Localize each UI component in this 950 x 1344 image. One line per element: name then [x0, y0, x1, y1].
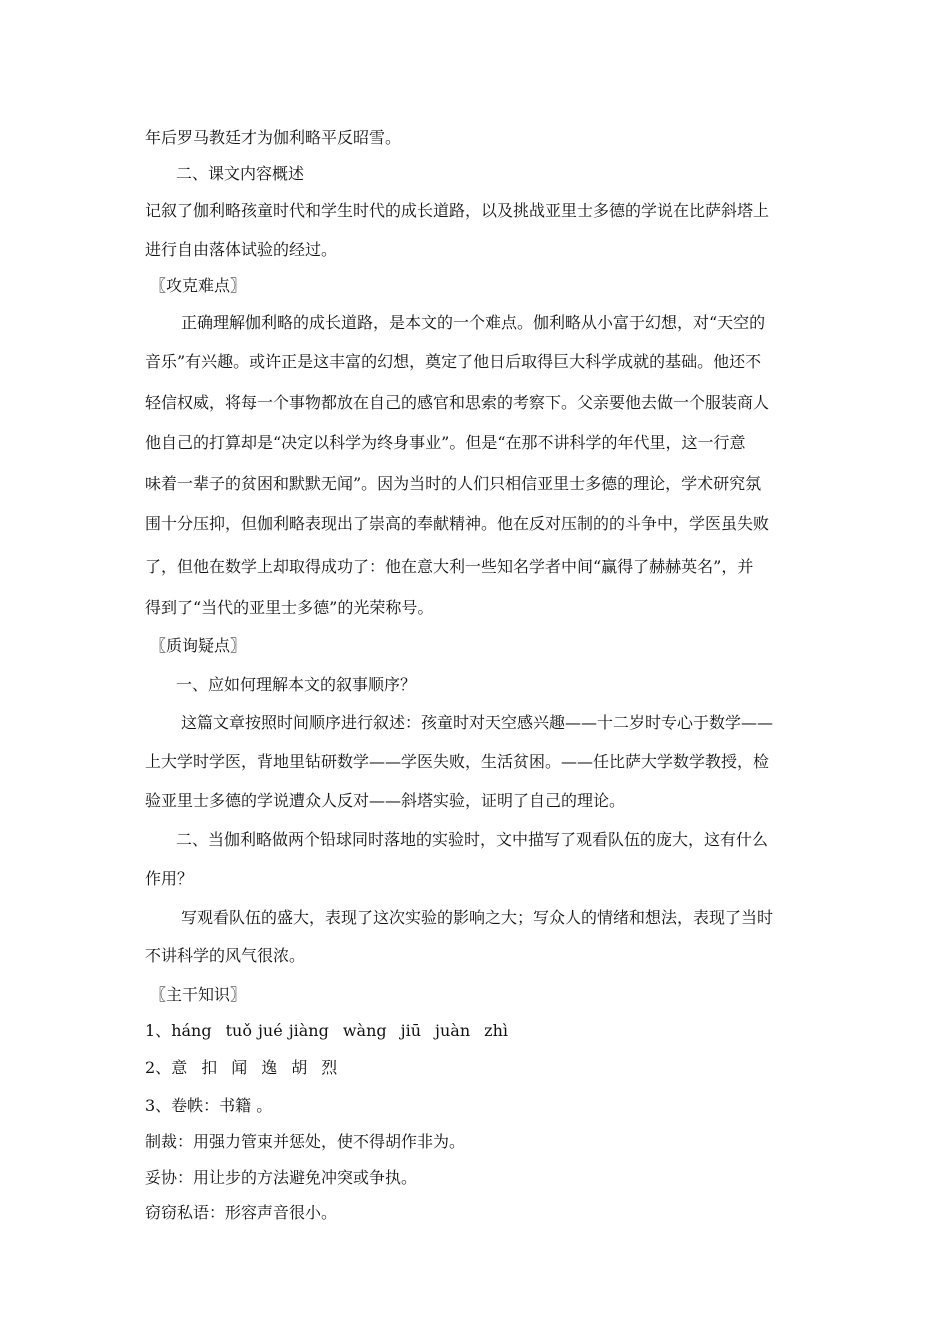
- text-line: 验亚里士多德的学说遭众人反对——斜塔实验，证明了自己的理论。: [145, 791, 626, 810]
- pinyin-item: zhì: [484, 1021, 508, 1040]
- text-line: 味着一辈子的贫困和默默无闻”。因为当时的人们只相信亚里士多德的理论，学术研究氛: [145, 474, 762, 493]
- pinyin-answers-line: [145, 1021, 522, 1041]
- character-answers-line: [145, 1058, 351, 1078]
- character-item: 意: [171, 1058, 188, 1077]
- item-number: 1、: [145, 1021, 172, 1040]
- text-line: 记叙了伽利略孩童时代和学生时代的成长道路，以及挑战亚里士多德的学说在比萨斜塔上: [145, 201, 770, 220]
- pinyin-item: jiàng: [288, 1021, 329, 1040]
- text-line: 作用？: [145, 869, 194, 888]
- text-line: 了，但他在数学上却取得成功了：他在意大利一些知名学者中间“赢得了赫赫英名”，并: [145, 557, 754, 576]
- section-heading: 二、课文内容概述: [176, 164, 305, 183]
- text-line: 写观看队伍的盛大，表现了这次实验的影响之大；写众人的情绪和想法，表现了当时: [181, 908, 774, 927]
- section-bracket-heading: 〖攻克难点〗: [150, 276, 247, 295]
- text-line: 轻信权威，将每一个事物都放在自己的感官和思索的考察下。父亲要他去做一个服装商人: [145, 393, 770, 412]
- character-item: 烈: [321, 1058, 338, 1077]
- definition-line: 窃窃私语：形容声音很小。: [145, 1203, 338, 1222]
- pinyin-item: juàn: [435, 1021, 471, 1040]
- text-line: 得到了“当代的亚里士多德”的光荣称号。: [145, 598, 434, 617]
- pinyin-item: háng: [171, 1021, 212, 1040]
- section-bracket-heading: 〖质询疑点〗: [150, 636, 247, 655]
- definition-line: 妥协：用让步的方法避免冲突或争执。: [145, 1168, 418, 1187]
- definition-line: 制裁：用强力管束并惩处，使不得胡作非为。: [145, 1132, 466, 1151]
- section-bracket-heading: 〖主干知识〗: [150, 985, 247, 1004]
- character-item: 胡: [291, 1058, 308, 1077]
- text-line: 不讲科学的风气很浓。: [145, 946, 306, 965]
- pinyin-item: jiū: [400, 1021, 422, 1040]
- character-item: 逸: [261, 1058, 278, 1077]
- text-line: 正确理解伽利略的成长道路，是本文的一个难点。伽利略从小富于幻想，对“天空的: [181, 313, 766, 332]
- character-item: 闻: [231, 1058, 248, 1077]
- text-line: 年后罗马教廷才为伽利略平反昭雪。: [145, 128, 402, 147]
- question-heading: 二、当伽利略做两个铅球同时落地的实验时，文中描写了观看队伍的庞大，这有什么: [176, 830, 769, 849]
- text-line: 这篇文章按照时间顺序进行叙述：孩童时对天空感兴趣——十二岁时专心于数学——: [181, 713, 774, 732]
- definition-line: 3、卷帙：书籍 。: [145, 1096, 273, 1115]
- item-number: 2、: [145, 1058, 172, 1077]
- text-line: 围十分压抑，但伽利略表现出了崇高的奉献精神。他在反对压制的的斗争中，学医虽失败: [145, 514, 770, 533]
- question-heading: 一、应如何理解本文的叙事顺序？: [176, 675, 417, 694]
- text-line: 上大学时学医，背地里钻研数学——学医失败，生活贫困。——任比萨大学数学教授，检: [145, 752, 770, 771]
- character-item: 扣: [201, 1058, 218, 1077]
- pinyin-item: jué: [257, 1021, 283, 1040]
- text-line: 他自己的打算却是“决定以科学为终身事业”。但是“在那不讲科学的年代里，这一行意: [145, 433, 746, 452]
- text-line: 进行自由落体试验的经过。: [145, 240, 338, 259]
- pinyin-item: wàng: [342, 1021, 387, 1040]
- pinyin-item: tuǒ: [225, 1021, 252, 1040]
- text-line: 音乐”有兴趣。或许正是这丰富的幻想，奠定了他日后取得巨大科学成就的基础。他还不: [145, 352, 762, 371]
